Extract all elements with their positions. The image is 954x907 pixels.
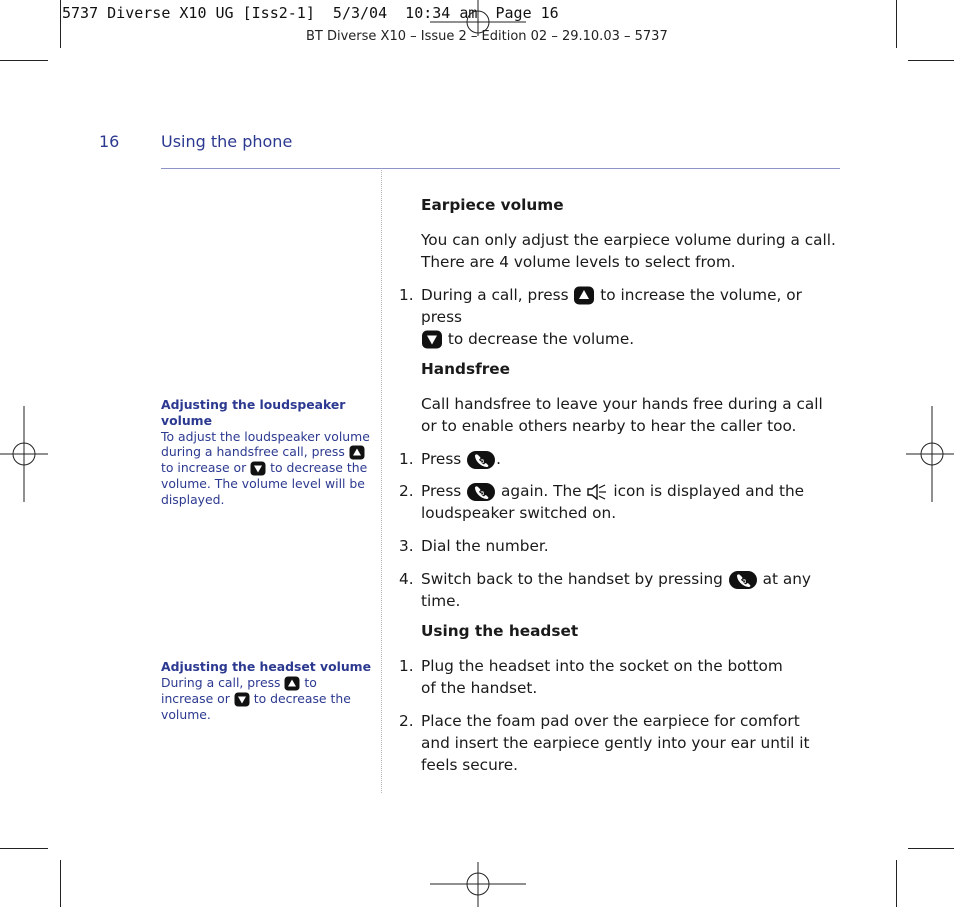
section-title: Using the phone bbox=[161, 132, 293, 151]
sidenote-headset-text2: to increase or bbox=[161, 674, 317, 706]
handsfree-step-3 bbox=[399, 535, 844, 557]
registration-mark-right bbox=[906, 406, 954, 502]
earpiece-step-1 bbox=[399, 284, 844, 350]
step-text: Place the foam pad over the earpiece for comfort and insert the earpiece gently into your ear until it feels secure. bbox=[421, 712, 810, 774]
svg-text:a: a bbox=[480, 456, 485, 465]
handsfree-heading: Handsfree bbox=[421, 360, 511, 378]
svg-text:a: a bbox=[741, 576, 747, 585]
step-text: Plug the headset into the socket on the bottom of the handset. bbox=[421, 657, 783, 697]
step-number: 4. bbox=[399, 570, 414, 588]
headset-step-1 bbox=[399, 655, 844, 699]
step-text: at any time. bbox=[421, 570, 811, 610]
step-text: Dial the number. bbox=[421, 537, 549, 555]
step-text: to increase the volume, or press bbox=[421, 286, 802, 326]
registration-mark-left bbox=[0, 406, 48, 502]
sidenote-loudspeaker-text2: to increase or bbox=[161, 460, 247, 476]
step-text: icon is displayed and the loudspeaker switched on. bbox=[421, 482, 805, 522]
edition-line: BT Diverse X10 – Issue 2 – Edition 02 – 29.10.03 – 5737 bbox=[306, 29, 668, 44]
step-number: 2. bbox=[399, 482, 414, 500]
handsfree-key-icon bbox=[466, 450, 496, 470]
sidenote-loudspeaker-text1: To adjust the loudspeaker volume during a handsfree call, press bbox=[161, 428, 370, 460]
header-rule bbox=[161, 168, 840, 169]
handsfree-step-2 bbox=[399, 480, 844, 524]
step-number: 1. bbox=[399, 286, 414, 304]
up-key-icon bbox=[573, 286, 595, 305]
headset-step-2 bbox=[399, 710, 844, 776]
handsfree-intro: Call handsfree to leave your hands free during a call or to enable others nearby to hear the caller too. bbox=[421, 395, 823, 435]
handsfree-key-icon bbox=[466, 482, 496, 502]
down-key-icon bbox=[234, 692, 250, 707]
sidenote-loudspeaker-text3: to decrease the volume. The volume level will be displayed. bbox=[161, 460, 368, 508]
sidenote-headset-text1: During a call, press bbox=[161, 674, 281, 690]
sidenote-loudspeaker-title: Adjusting the loudspeaker volume bbox=[161, 397, 346, 428]
sidenote-headset-title: Adjusting the headset volume bbox=[161, 659, 371, 674]
handsfree-step-4 bbox=[399, 568, 844, 612]
step-number: 2. bbox=[399, 712, 414, 730]
up-key-icon bbox=[349, 445, 365, 460]
print-slug: 5737 Diverse X10 UG [Iss2-1] 5/3/04 10:34 am Page 16 bbox=[62, 4, 559, 22]
handsfree-step-1 bbox=[399, 448, 844, 470]
headset-heading: Using the headset bbox=[421, 622, 579, 640]
step-number: 1. bbox=[399, 657, 414, 675]
down-key-icon bbox=[421, 330, 443, 349]
sidenote-headset-text3: to decrease the volume. bbox=[161, 690, 351, 722]
down-key-icon bbox=[250, 461, 266, 476]
earpiece-heading: Earpiece volume bbox=[421, 196, 564, 214]
sidenote-loudspeaker bbox=[161, 397, 371, 508]
step-text: Press bbox=[421, 450, 462, 468]
loudspeaker-icon bbox=[586, 484, 608, 500]
step-text: Press bbox=[421, 482, 462, 500]
handsfree-key-icon bbox=[728, 570, 758, 590]
step-text: Switch back to the handset by pressing bbox=[421, 570, 723, 588]
sidenote-headset bbox=[161, 659, 371, 723]
step-text: . bbox=[496, 450, 502, 468]
registration-mark-top bbox=[430, 0, 526, 36]
up-key-icon bbox=[284, 676, 300, 691]
step-text: again. The bbox=[501, 482, 582, 500]
step-text: During a call, press bbox=[421, 286, 569, 304]
earpiece-intro: You can only adjust the earpiece volume during a call. There are 4 volume levels to select from. bbox=[421, 231, 836, 271]
step-text: to decrease the volume. bbox=[447, 330, 635, 348]
page-number: 16 bbox=[99, 132, 120, 151]
column-divider bbox=[381, 170, 382, 793]
step-number: 3. bbox=[399, 537, 414, 555]
registration-mark-bottom bbox=[430, 862, 526, 907]
step-number: 1. bbox=[399, 450, 414, 468]
svg-text:a: a bbox=[480, 488, 485, 497]
